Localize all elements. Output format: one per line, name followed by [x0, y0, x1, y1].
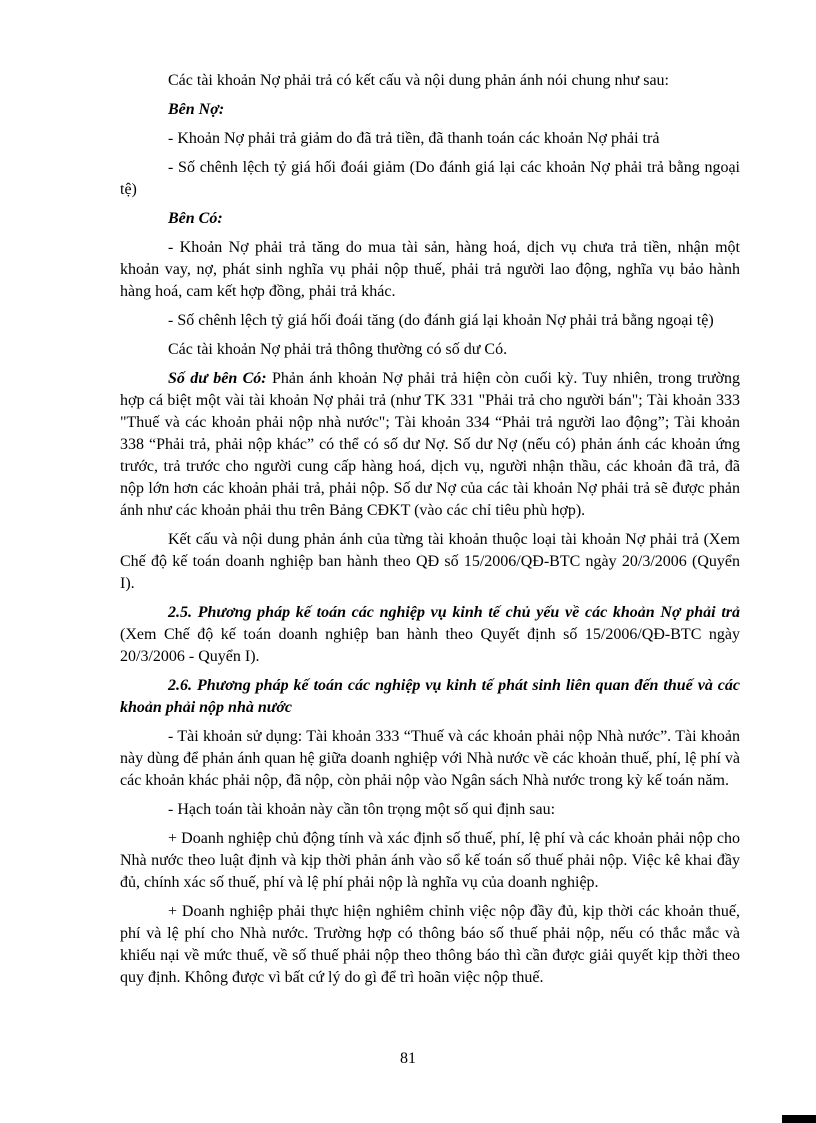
rule-1: + Doanh nghiệp chủ động tính và xác định số thuế, phí, lệ phí và các khoản phải nộp cho Nhà nước theo luật định và kịp thời phản ánh vào sổ kế toán số thuế phải nộp. Việc kê khai đầy đủ, chính xác số thuế, phí và lệ phí phải nộp là nghĩa vụ của doanh nghiệp.: [120, 830, 740, 891]
ben-co-heading: Bên Có:: [168, 210, 223, 227]
credit-balance-text: Phản ánh khoản Nợ phải trả hiện còn cuối kỳ. Tuy nhiên, trong trường hợp cá biệt một vài tài khoản Nợ phải trả (như TK 331 "Phải trả cho người bán"; Tài khoản 333 "Thuế và các khoản phải nộp nhà nước"; Tài khoản 334 “Phải trả người lao động”; Tài khoản 338 “Phải trả, phải nộp khác” có thể có số dư Nợ. Số dư Nợ (nếu có) phản ánh các khoản ứng trước, trả trước cho người cung cấp hàng hoá, dịch vụ, người nhận thầu, các khoản đã trả, đã nộp lớn hơn các khoản phải trả, phải nộp. Số dư Nợ của các tài khoản Nợ phải trả sẽ được phản ánh như các khoản phải thu trên Bảng CĐKT (vào các chỉ tiêu phù hợp).: [120, 370, 741, 519]
account-used-paragraph: - Tài khoản sử dụng: Tài khoản 333 “Thuế và các khoản phải nộp Nhà nước”. Tài khoản này dùng để phản ánh quan hệ giữa doanh nghiệp với Nhà nước về các khoản thuế, phí, lệ phí và các khoản khác phải nộp, đã nộp, còn phải nộp vào Ngân sách Nhà nước trong kỳ kế toán năm.: [120, 728, 740, 789]
intro-paragraph: Các tài khoản Nợ phải trả có kết cấu và nội dung phản ánh nói chung như sau:: [168, 72, 669, 89]
rule-2: + Doanh nghiệp phải thực hiện nghiêm chỉnh việc nộp đầy đủ, kịp thời các khoản thuế, phí và lệ phí cho Nhà nước. Trường hợp có thông báo số thuế phải nộp, nếu có thắc mắc và khiếu nại về mức thuế, về số thuế phải nộp theo thông báo thì cần được giải quyết kịp thời theo quy định. Không được vì bất cứ lý do gì để trì hoãn việc nộp thuế.: [120, 903, 740, 986]
corner-mark: [782, 1115, 816, 1123]
ben-co-item-1: - Khoản Nợ phải trả tăng do mua tài sản, hàng hoá, dịch vụ chưa trả tiền, nhận một khoản vay, nợ, phát sinh nghĩa vụ phải nộp thuế, phải trả người lao động, nghĩa vụ bảo hành hàng hoá, cam kết hợp đồng, phải trả khác.: [120, 239, 740, 300]
structure-paragraph: Kết cấu và nội dung phản ánh của từng tài khoản thuộc loại tài khoản Nợ phải trả (Xem Chế độ kế toán doanh nghiệp ban hành theo QĐ số 15/2006/QĐ-BTC ngày 20/3/2006 (Quyển I).: [120, 531, 740, 592]
balance-note: Các tài khoản Nợ phải trả thông thường có số dư Có.: [168, 341, 508, 358]
page-number: 81: [400, 1050, 416, 1067]
section-2-6-title: 2.6. Phương pháp kế toán các nghiệp vụ kinh tế phát sinh liên quan đến thuế và các khoản phải nộp nhà nước: [120, 677, 740, 716]
rules-intro: - Hạch toán tài khoản này cần tôn trọng một số qui định sau:: [168, 801, 556, 818]
ben-no-heading: Bên Nợ:: [168, 101, 225, 118]
section-2-5-text: (Xem Chế độ kế toán doanh nghiệp ban hành theo Quyết định số 15/2006/QĐ-BTC ngày 20/3/2006 - Quyển I).: [120, 626, 740, 665]
ben-no-item-1: - Khoản Nợ phải trả giảm do đã trả tiền, đã thanh toán các khoản Nợ phải trả: [168, 130, 660, 147]
credit-balance-paragraph: [120, 368, 740, 522]
credit-balance-label: Số dư bên Có:: [168, 370, 267, 387]
section-2-5: [120, 602, 740, 668]
ben-no-item-2: - Số chênh lệch tỷ giá hối đoái giảm (Do đánh giá lại các khoản Nợ phải trả bằng ngoại tệ): [120, 159, 740, 198]
section-2-5-title: 2.5. Phương pháp kế toán các nghiệp vụ kinh tế chủ yếu về các khoản Nợ phải trả: [168, 604, 740, 621]
document-page: [120, 70, 741, 996]
ben-co-item-2: - Số chênh lệch tỷ giá hối đoái tăng (do đánh giá lại khoản Nợ phải trả bằng ngoại tệ): [168, 312, 714, 329]
